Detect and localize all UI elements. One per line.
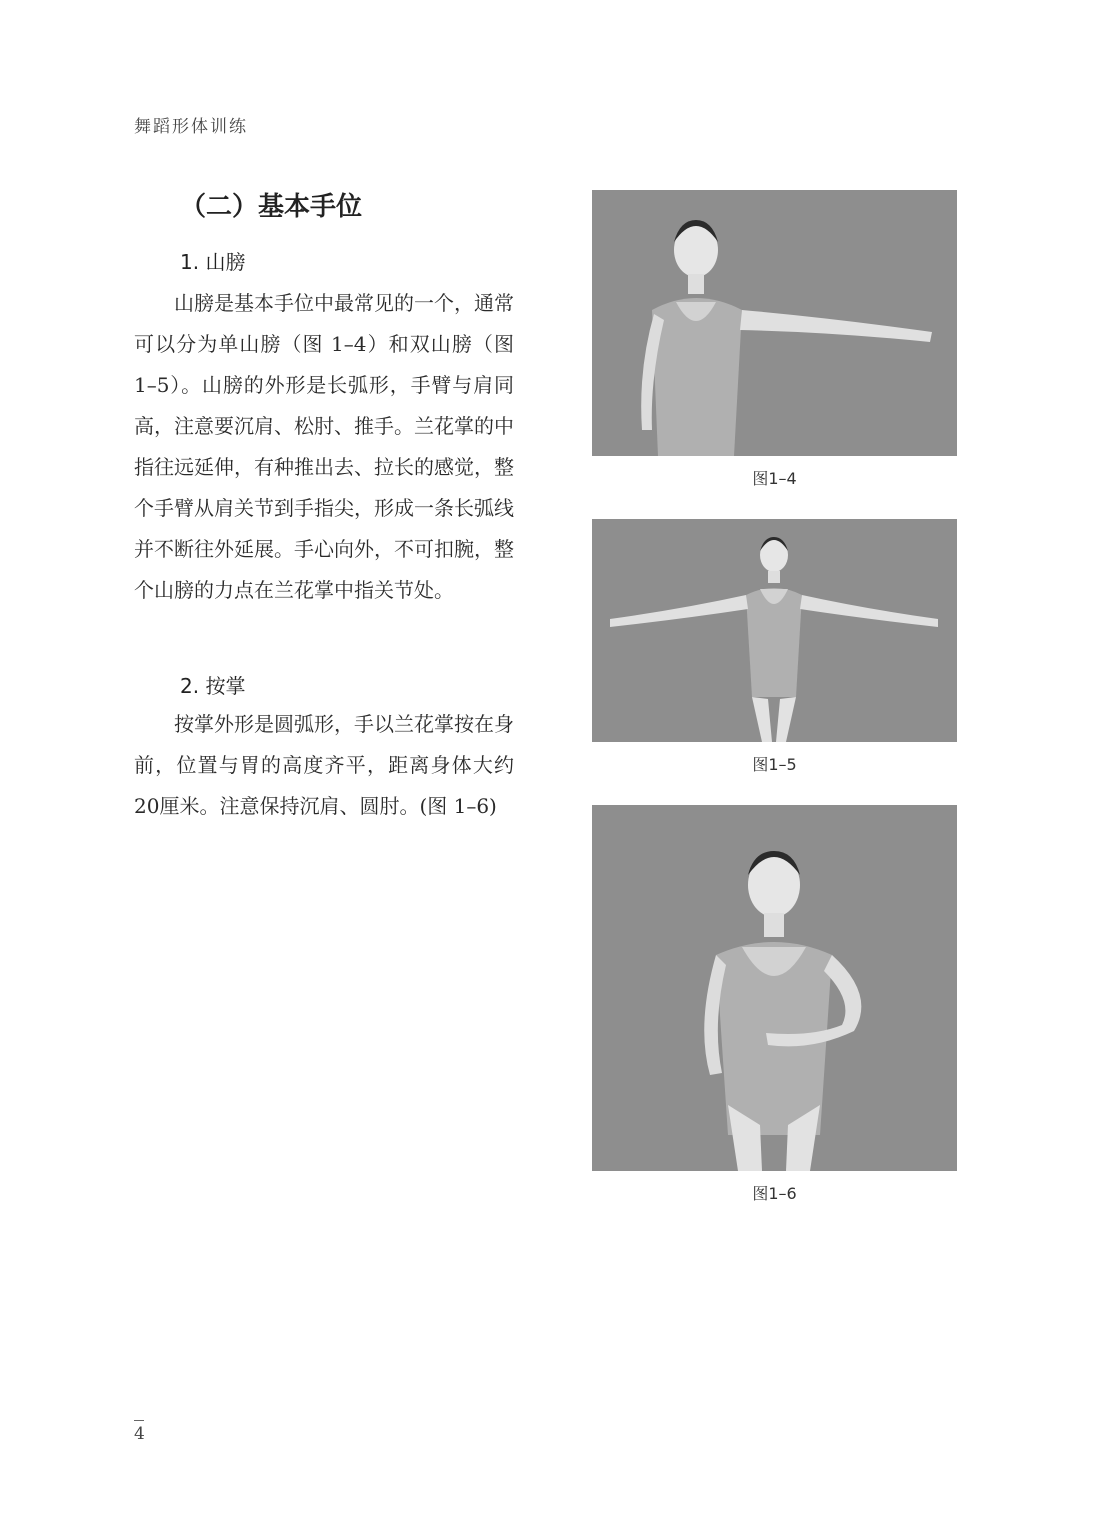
subheading-anzhang: 2. 按掌 — [180, 674, 246, 698]
page-number-rule — [134, 1420, 144, 1421]
section-title: （二）基本手位 — [180, 192, 363, 222]
figure-1-6-caption: 图1–6 — [752, 1184, 797, 1203]
paragraph-anzhang: 按掌外形是圆弧形，手以兰花掌按在身前，位置与胃的高度齐平，距离身体大约20厘米。注意保持沉肩、圆肘。(图 1–6) — [134, 712, 514, 818]
figure-1-5-photo — [592, 519, 957, 742]
paragraph-shanbang: 山膀是基本手位中最常见的一个，通常可以分为单山膀（图 1–4）和双山膀（图 1–5）。山膀的外形是长弧形，手臂与肩同高，注意要沉肩、松肘、推手。兰花掌的中指往远延伸，有种推出去、拉长的感觉，整个手臂从肩关节到手指尖，形成一条长弧线并不断往外延展。手心向外，不可扣腕，整个山膀的力点在兰花掌中指关节处。 — [134, 291, 514, 602]
running-head: 舞蹈形体训练 — [134, 117, 248, 137]
figure-1-4-caption: 图1–4 — [752, 469, 797, 488]
figure-1-5-caption: 图1–5 — [752, 755, 797, 774]
subheading-shanbang: 1. 山膀 — [180, 250, 246, 274]
figure-1-6-photo — [592, 805, 957, 1171]
page-number — [134, 1420, 145, 1444]
figure-1-4-photo — [592, 190, 957, 456]
page-number-text: 4 — [134, 1424, 145, 1444]
